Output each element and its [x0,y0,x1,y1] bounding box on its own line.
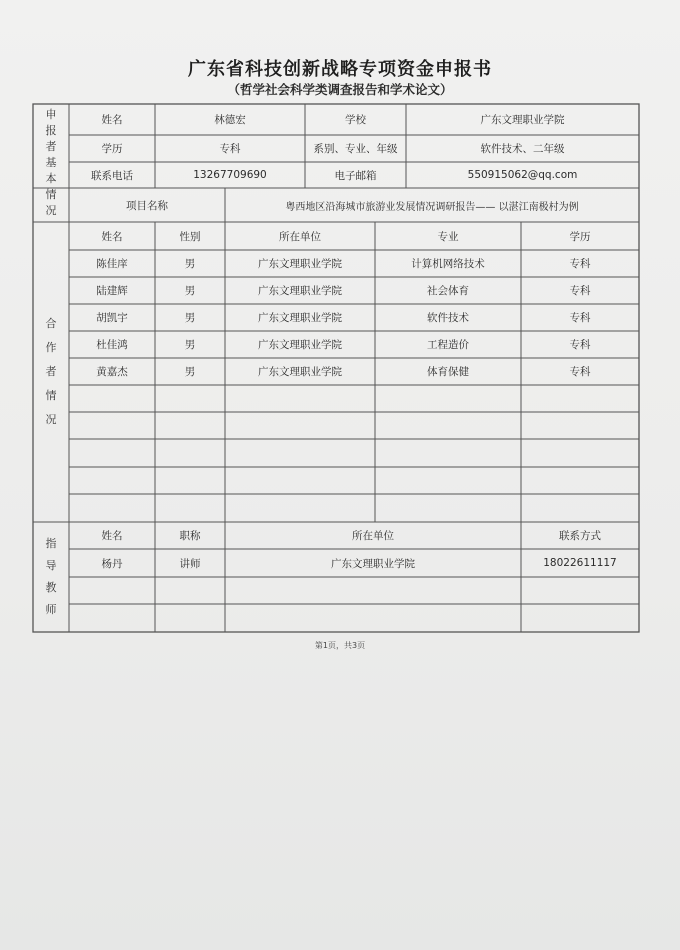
document-subtitle: （哲学社会科学类调查报告和学术论文） [227,82,453,97]
collab-name: 杜佳鸿 [96,339,128,351]
major-label: 系别、专业、年级 [313,143,398,155]
applicant-name: 林德宏 [214,114,246,126]
section-label-char: 教 [45,581,57,594]
project-label: 项目名称 [126,199,168,212]
applicant-section-label [33,104,69,222]
collab-name: 胡凯宇 [96,312,128,324]
section-label-char: 情 [45,188,57,201]
collab-education: 专科 [569,312,591,324]
section-label-char: 报 [45,124,57,137]
applicant-phone: 13267709690 [193,169,267,181]
collab-major: 计算机网络技术 [411,258,485,270]
collab-major: 软件技术 [427,312,469,324]
advisor-header-contact: 联系方式 [559,530,601,542]
applicant-email: 550915062@qq.com [467,169,578,181]
collab-unit: 广东文理职业学院 [258,312,342,324]
education-label: 学历 [101,143,123,155]
section-label-char: 基 [45,156,57,169]
collaborators-section-label [33,222,69,522]
document-title: 广东省科技创新战略专项资金申报书 [188,59,492,80]
collab-education: 专科 [569,366,591,378]
collab-unit: 广东文理职业学院 [258,366,342,378]
section-label-char: 者 [45,365,57,378]
advisor-name: 杨丹 [101,557,123,570]
advisor-header-name: 姓名 [101,530,123,542]
collab-gender: 男 [184,285,196,297]
collab-name: 黄嘉杰 [96,366,128,378]
collab-header-name: 姓名 [101,230,123,243]
page-footer: 第1页，共3页 [314,641,366,650]
section-label-char: 师 [45,603,57,616]
section-label-char: 申 [45,108,57,121]
email-label: 电子邮箱 [334,169,377,182]
collab-major: 社会体育 [427,285,469,297]
section-label-char: 指 [45,537,57,550]
collab-gender: 男 [184,339,196,351]
name-label: 姓名 [101,114,123,126]
section-label-char: 情 [45,389,57,402]
collab-header-major: 专业 [437,230,459,243]
applicant-education: 专科 [219,143,241,155]
section-label-char: 合 [45,317,57,330]
advisor-header-title: 职称 [179,530,201,542]
section-label-char: 作 [45,341,57,354]
collab-gender: 男 [184,258,196,270]
collab-education: 专科 [569,339,591,351]
collab-header-education: 学历 [569,230,591,243]
collab-name: 陈佳庠 [96,258,128,270]
collab-education: 专科 [569,258,591,270]
collab-unit: 广东文理职业学院 [258,285,342,297]
applicant-school: 广东文理职业学院 [480,114,565,126]
collab-gender: 男 [184,366,196,378]
collab-unit: 广东文理职业学院 [258,258,342,270]
advisor-header-unit: 所在单位 [352,530,394,542]
applicant-major: 软件技术、二年级 [480,143,565,155]
collab-header-gender: 性别 [179,230,201,243]
section-label-char: 者 [45,140,57,153]
section-label-char: 导 [45,559,57,572]
advisor-title: 讲师 [179,557,201,570]
advisor-unit: 广东文理职业学院 [331,557,415,570]
section-label-char: 本 [45,172,57,185]
advisor-section-label [33,522,69,632]
collab-header-unit: 所在单位 [279,230,321,243]
section-label-char: 况 [45,204,57,217]
collab-gender: 男 [184,312,196,324]
collab-unit: 广东文理职业学院 [258,339,342,351]
collab-major: 体育保健 [427,366,469,378]
collab-major: 工程造价 [427,339,469,351]
project-name: 粤西地区沿海城市旅游业发展情况调研报告—— 以湛江南极村为例 [285,201,579,213]
advisor-contact: 18022611117 [543,557,617,569]
section-label-char: 况 [45,413,57,426]
school-label: 学校 [345,114,366,126]
phone-label: 联系电话 [91,169,133,182]
collab-education: 专科 [569,285,591,297]
collab-name: 陆建辉 [96,285,128,297]
